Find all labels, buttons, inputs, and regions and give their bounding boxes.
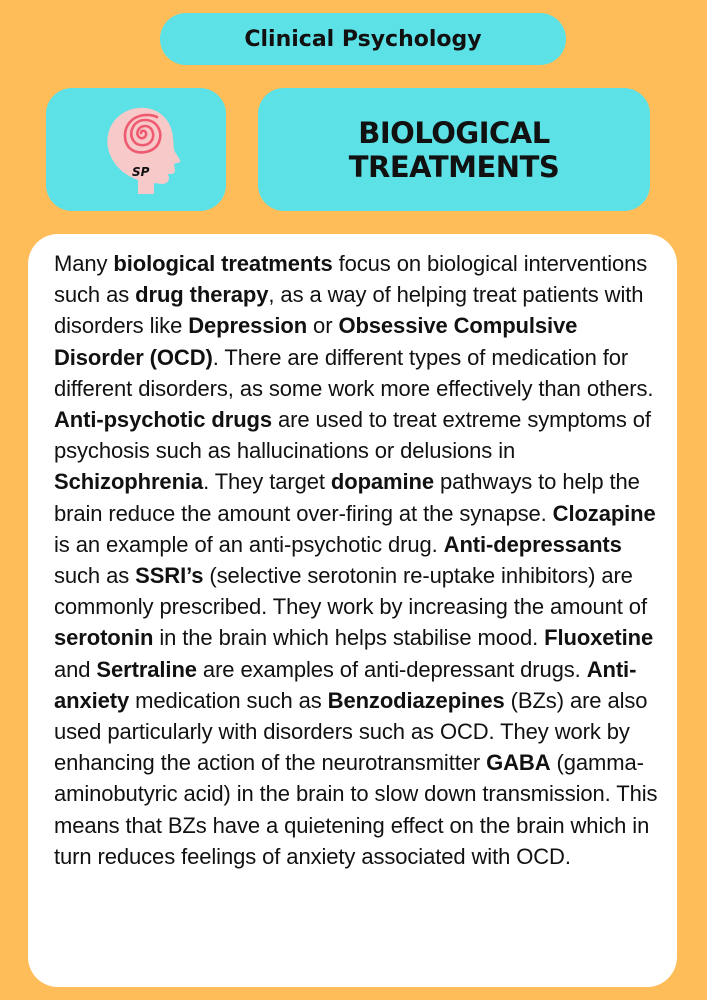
body-text-segment: medication such as [129,687,328,713]
key-term: Anti-psychotic drugs [54,407,273,433]
body-text-segment: in the brain which helps stabilise mood. [153,625,545,651]
body-text-segment: Many [54,251,114,276]
body-text-segment: are used to treat extreme symptoms of psychosis such as hallucinations or delusions in [54,407,651,464]
logo-panel [46,88,226,211]
body-paragraph [54,248,659,872]
key-term: serotonin [54,625,154,651]
body-text-segment: (BZs) are also used particularly with disorders such as OCD. They work by enhancing the action of the neurotransmitter [54,687,648,776]
subject-title: Clinical Psychology [244,26,482,52]
body-text-segment: or [307,313,339,339]
key-term: Benzodiazepines [327,687,505,713]
key-term: dopamine [330,469,434,495]
key-term: SSRI’s [135,563,204,589]
page-title: BIOLOGICAL TREATMENTS [348,115,560,184]
subject-banner [160,13,566,65]
body-text-segment: (selective serotonin re-uptake inhibitors) are commonly prescribed. They work by increasing the amount of [54,563,647,620]
key-term: Fluoxetine [544,625,654,651]
logo-initials: SP [132,165,150,179]
body-text-segment: . There are different types of medication for different disorders, as some work more effectively than others. [54,344,654,401]
key-term: Depression [188,313,308,339]
key-term: Anti-depressants [443,531,622,557]
head-with-spiral-icon [46,88,226,211]
body-text-segment: , as a way of helping treat patients with disorders like [54,282,644,339]
body-text-segment: such as [54,563,136,589]
body-text-segment: and [54,656,97,682]
body-text-segment: pathways to help the brain reduce the amount over-firing at the synapse. [54,469,640,526]
key-term: Schizophrenia [54,469,204,495]
key-term: biological treatments [113,251,333,276]
body-text-segment: is an example of an anti-psychotic drug. [54,531,444,557]
body-text-segment: . They target [203,469,331,495]
title-panel [258,88,650,211]
body-text-segment: (gamma-aminobutyric acid) in the brain to slow down transmission. This means that BZs have a quietening effect on the brain which in turn reduces feelings of anxiety associated with OCD. [54,750,658,869]
key-term: Obsessive Compulsive Disorder (OCD) [54,313,578,370]
key-term: Anti-anxiety [54,656,637,713]
content-card [28,234,677,987]
key-term: GABA [486,750,551,776]
key-term: drug therapy [135,282,269,308]
body-text-segment: focus on biological interventions such as [54,251,648,308]
body-text-segment: are examples of anti-depressant drugs. [196,656,587,682]
key-term: Sertraline [96,656,197,682]
key-term: Clozapine [552,500,656,526]
